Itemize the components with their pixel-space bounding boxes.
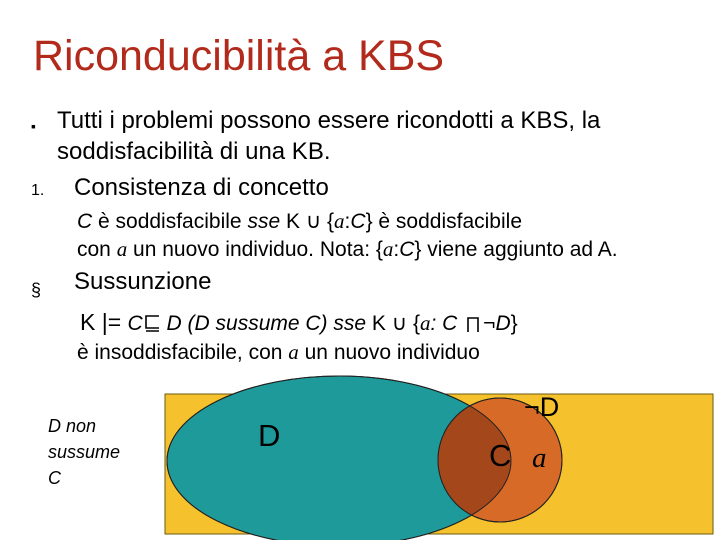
union-symbol: ∪ xyxy=(305,210,322,233)
item1-detail-line2: con a un nuovo individuo. Nota: {a:C} viene aggiunto ad A. xyxy=(77,237,618,261)
item2-heading: Sussunzione xyxy=(74,268,212,295)
bullet1-line2: soddisfacibilità di una KB. xyxy=(57,138,331,165)
notd-label: ¬D xyxy=(524,392,560,422)
square-bullet-icon: ▪ xyxy=(31,118,36,134)
item2-detail-line1: K |= C D (D sussume C) sse K ∪ {a: C ¬D} xyxy=(80,309,518,335)
item1-detail-line1: C è soddisfacibile sse K ∪ {a:C} è soddisfacibile xyxy=(77,209,522,233)
c-label: C xyxy=(489,438,512,473)
item2-detail-line2: è insoddisfacibile, con a un nuovo individuo xyxy=(77,340,480,364)
bullet1-line1: Tutti i problemi possono essere ricondotti a KBS, la xyxy=(57,107,601,134)
section-bullet-icon: § xyxy=(31,280,42,300)
outer-label: D non sussume C xyxy=(48,416,121,488)
d-label: D xyxy=(258,418,281,453)
item1-heading: Consistenza di concetto xyxy=(74,174,329,201)
item1-number: 1. xyxy=(31,182,45,199)
slide-title: Riconducibilità a KBS xyxy=(33,32,445,80)
a-label: a xyxy=(532,442,547,474)
